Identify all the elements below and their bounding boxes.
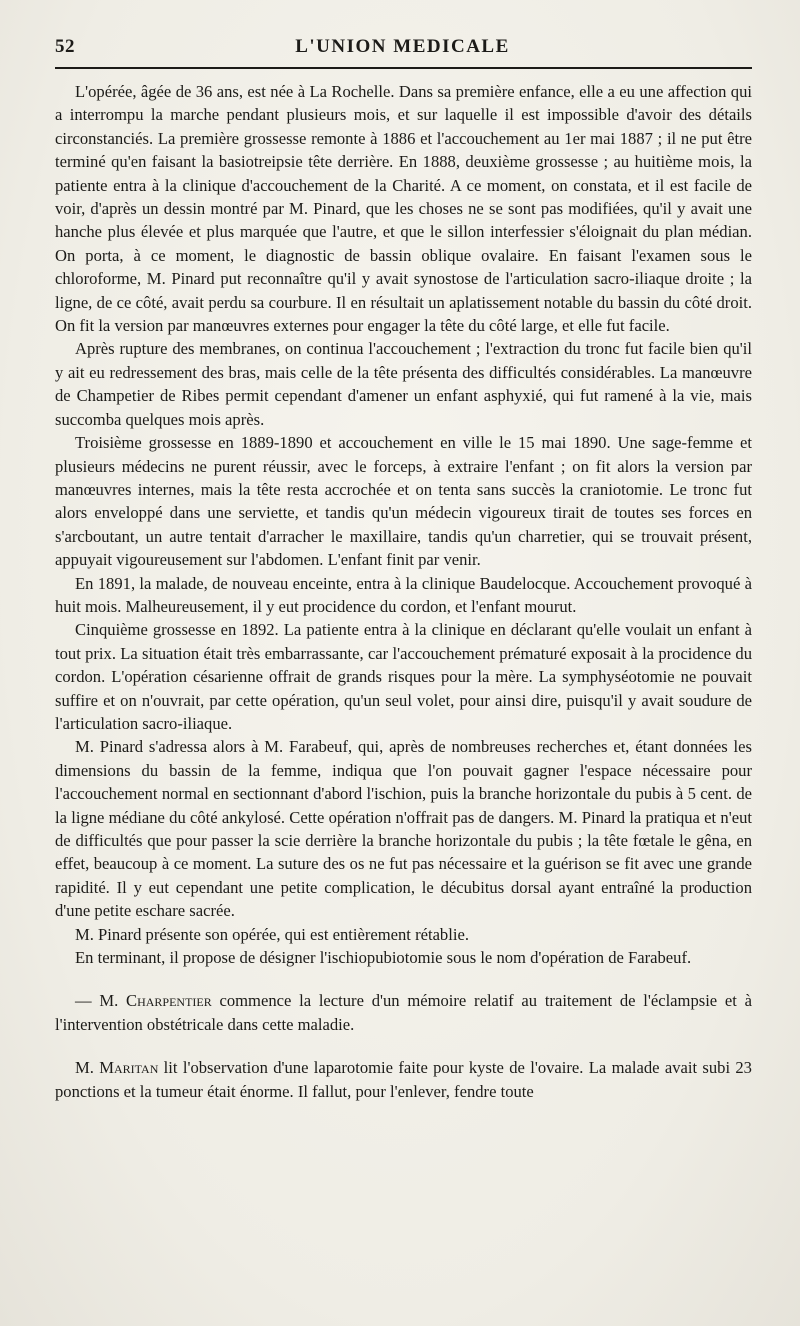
paragraph-membrane-rupture: Après rupture des membranes, on continua l'accouchement ; l'extraction du tronc fut facile bien qu'il y ait eu redressement des bras, mais celle de la tête présenta des difficultés considérables. La manœuvre de Champetier de Ribes permit cependant d'amener un enfant asphyxié, qui fut ramené à la vie, mais succomba quelques mois après.	[55, 339, 752, 429]
speaker-maritan: Maritan	[99, 1058, 159, 1078]
header-rule	[55, 67, 752, 69]
speaker-charpentier: Charpentier	[126, 991, 212, 1011]
paragraph-third-pregnancy: Troisième grossesse en 1889-1890 et accouchement en ville le 15 mai 1890. Une sage-femme et plusieurs médecins ne purent réussir, avec le forceps, à extraire l'enfant ; on fit alors la version par manœuvres internes, mais la tête resta accrochée et on tenta sans succès la craniotomie. Le tronc fut alors enveloppé dans une serviette, et tandis qu'un médecin vigoureux tirait de toutes ses forces en s'arcboutant, un autre tentait d'arracher le maxillaire, tandis qu'un charretier, qui se trouvait présent, appuyait vigoureusement sur l'abdomen. L'enfant finit par venir.	[55, 433, 752, 570]
paragraph-proposal: En terminant, il propose de désigner l'ischiopubiotomie sous le nom d'opération de Farabeuf.	[75, 948, 692, 968]
paragraph-farabeuf: M. Pinard s'adressa alors à M. Farabeuf, qui, après de nombreuses recherches et, étant données les dimensions du bassin de la femme, indiqua que l'on pouvait gagner l'espace nécessaire pour l'accouchement normal en sectionnant d'abord l'ischion, puis la branche horizontale du pubis à 5 cent. de la ligne médiane du côté ankylosé. Cette opération n'offrait pas de dangers. M. Pinard la pratiqua et n'eut de difficultés que pour passer la scie derrière la branche horizontale du pubis ; la tête fœtale le gêna, en effet, beaucoup à ce moment. La suture des os ne fut pas nécessaire et la guérison se fit avec une grande rapidité. Il y eut cependant une petite complication, le décubitus dorsal ayant entraîné la production d'une petite eschare sacrée.	[55, 737, 752, 921]
paragraph-fifth-pregnancy: Cinquième grossesse en 1892. La patiente entra à la clinique en déclarant qu'elle voulait un enfant à tout prix. La situation était très embarrassante, car l'accouchement prématuré exposait à la procidence du cordon. L'opération césarienne offrait de grands risques pour la mère. La symphyséotomie ne pouvait suffire et on n'ouvrait, par cette opération, qu'un seul volet, pour ainsi dire, puisqu'il y avait soudure de l'articulation sacro-iliaque.	[55, 620, 752, 733]
running-header	[55, 30, 750, 70]
maritan-lead: M.	[75, 1058, 100, 1078]
charpentier-text: commence la lecture d'un mémoire relatif au traitement de l'éclampsie et à l'intervention obstétricale dans cette maladie.	[55, 991, 753, 1034]
paragraph-patient-history: L'opérée, âgée de 36 ans, est née à La Rochelle. Dans sa première enfance, elle a eu une affection qui a interrompu la marche pendant plusieurs mois, et sur laquelle il est impossible d'avoir des détails circonstanciés. La première grossesse remonte à 1886 et l'accouchement au 1er mai 1887 ; il ne put être terminé qu'en faisant la basiotreipsie tête derrière. En 1888, deuxième grossesse ; au huitième mois, la patiente entra à la clinique d'accouchement de la Charité. A ce moment, on constata, et il est facile de voir, d'après un dessin montré par M. Pinard, que les choses ne se sont pas modifiées, qu'il y avait une hanche plus élevée et plus marquée que l'autre, et que le sillon interfessier s'éloignait du plan médian. On porta, à ce moment, le diagnostic de bassin oblique ovalaire. En faisant l'examen sous le chloroforme, M. Pinard put reconnaître qu'il y avait synostose de l'articulation sacro-iliaque droite ; la ligne, de ce côté, avait perdu sa courbure. Il en résultait un aplatissement notable du bassin du côté droit. On fit la version par manœuvres externes pour engager la tête du côté large, et elle fut facile.	[55, 82, 752, 336]
paragraph-presentation: M. Pinard présente son opérée, qui est entièrement rétablie.	[75, 924, 469, 944]
article-body	[55, 80, 752, 1103]
journal-title: L'UNION MEDICALE	[295, 36, 510, 57]
charpentier-lead: — M.	[75, 991, 126, 1011]
paragraph-maritan	[55, 1056, 752, 1103]
paragraph-charpentier	[55, 989, 752, 1036]
maritan-text: lit l'observation d'une laparotomie faite pour kyste de l'ovaire. La malade avait subi 23 ponctions et la tumeur était énorme. Il fallut, pour l'enlever, fendre toute	[55, 1058, 752, 1101]
page-number: 52	[55, 36, 75, 57]
paragraph-1891: En 1891, la malade, de nouveau enceinte, entra à la clinique Baudelocque. Accouchement provoqué à huit mois. Malheureusement, il y eut procidence du cordon, et l'enfant mourut.	[55, 573, 752, 616]
